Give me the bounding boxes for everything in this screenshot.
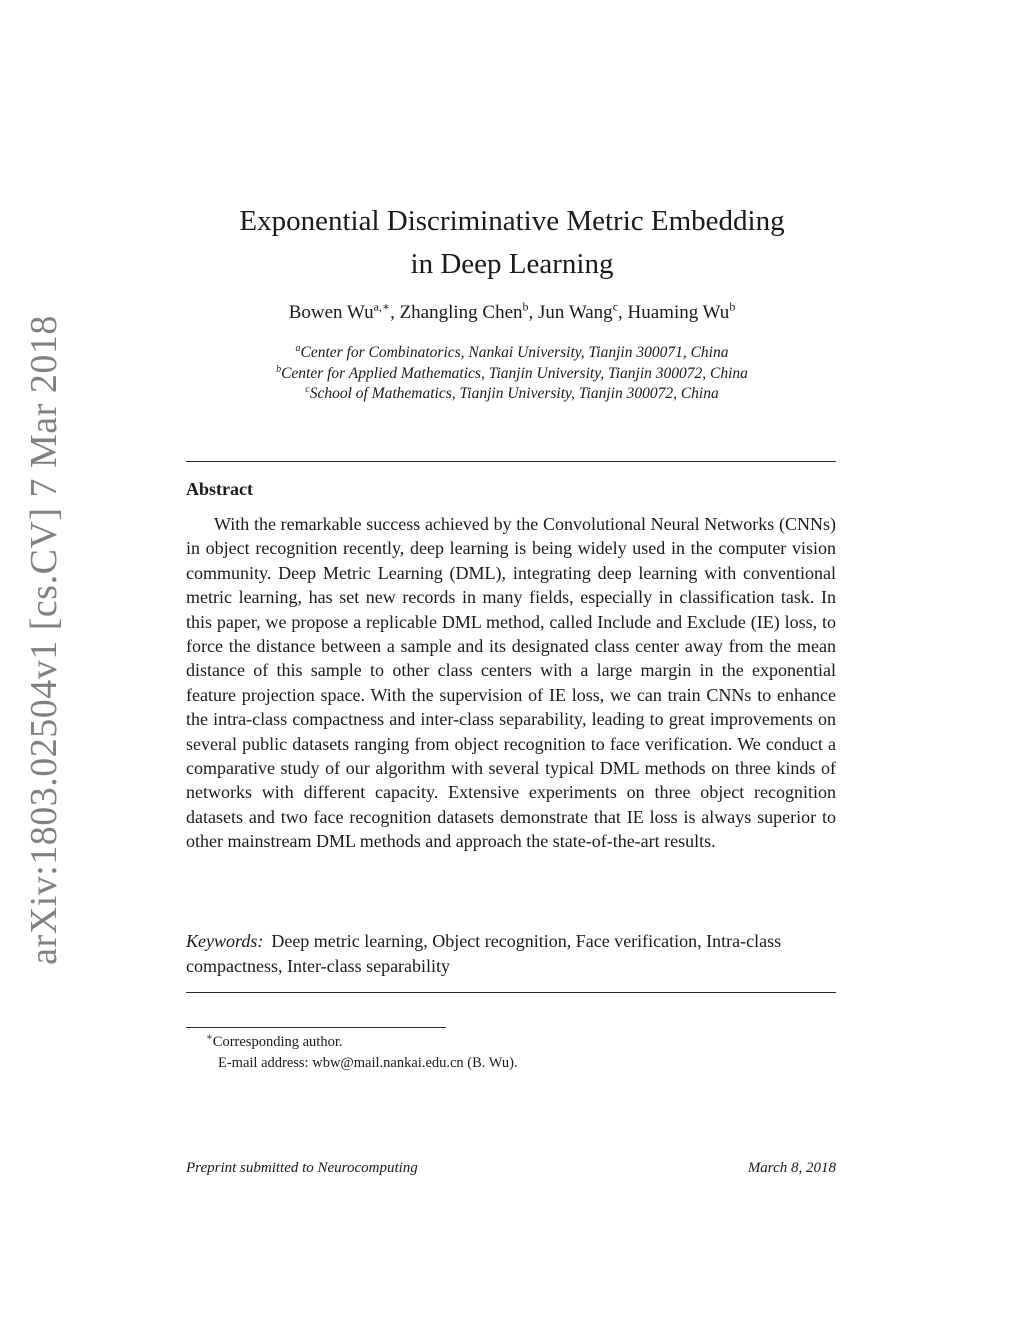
corresponding-author-note: ∗Corresponding author. (206, 1032, 343, 1050)
preprint-note: Preprint submitted to Neurocomputing (186, 1160, 418, 1176)
keywords-label: Keywords: (186, 931, 264, 951)
affiliation: $^c$School of Mathematics, Tianjin University, Tianjin 300072, China (305, 383, 719, 402)
author: Jun Wang$^c$, (538, 299, 628, 323)
author: Zhangling Chen$^b$, (399, 299, 539, 323)
author: Huaming Wu$^b$ (627, 299, 736, 323)
affiliation: $^a$Center for Combinatorics, Nankai University, Tianjin 300071, China (295, 342, 729, 361)
preprint-date: March 8, 2018 (747, 1160, 836, 1176)
arxiv-stamp (0, 0, 65, 1325)
arxiv-identifier: arXiv:1803.02504v1 [cs.CV] 7 Mar 2018 (23, 315, 65, 965)
footnote-rule (186, 1027, 446, 1028)
footnote (206, 1032, 518, 1074)
author-list (0, 299, 1024, 324)
abstract-heading: Abstract (186, 479, 253, 499)
paper-title (0, 200, 1024, 286)
abstract-text: With the remarkable success achieved by the Convolutional Neural Networks (CNNs) in object recognition recently, deep learning is being widely used in the computer vision community. Deep Metric Learning (DML), integrating deep learning with conventional metric learning, has set new records in many fields, especially in classification task. In this paper, we propose a replicable DML method, called Include and Exclude (IE) loss, to force the distance between a sample and its designated class center away from the mean distance of this sample to other class centers with a large margin in the exponential feature projection space. With the supervision of IE loss, we can train CNNs to enhance the intra-class compactness and inter-class separability, leading to great improvements on several public datasets ranging from object recognition to face verification. We conduct a comparative study of our algorithm with several typical DML methods on three kinds of networks with different capacity. Extensive experiments on three object recognition datasets and two face recognition datasets demonstrate that IE loss is always superior to other mainstream DML methods and approach the state-of-the-art results. (186, 514, 836, 852)
abstract-top-rule (186, 461, 836, 462)
author: Bowen $Wu^{a,∗}$, (288, 299, 400, 323)
email-address: E-mail address: wbw@mail.nankai.edu.cn (B. Wu). (218, 1055, 518, 1071)
abstract-bottom-rule (186, 992, 836, 993)
paper-title-line-1: Exponential Discriminative Metric Embedding (239, 205, 785, 237)
affiliation-list (0, 343, 1024, 405)
keywords (186, 929, 836, 978)
keywords-text: Deep metric learning, Object recognition, Face verification, Intra-class compactness, Inter-class separability (186, 931, 782, 976)
affiliation: $^b$Center for Applied Mathematics, Tianjin University, Tianjin 300072, China (276, 363, 748, 382)
paper-title-line-2: in Deep Learning (410, 248, 614, 280)
